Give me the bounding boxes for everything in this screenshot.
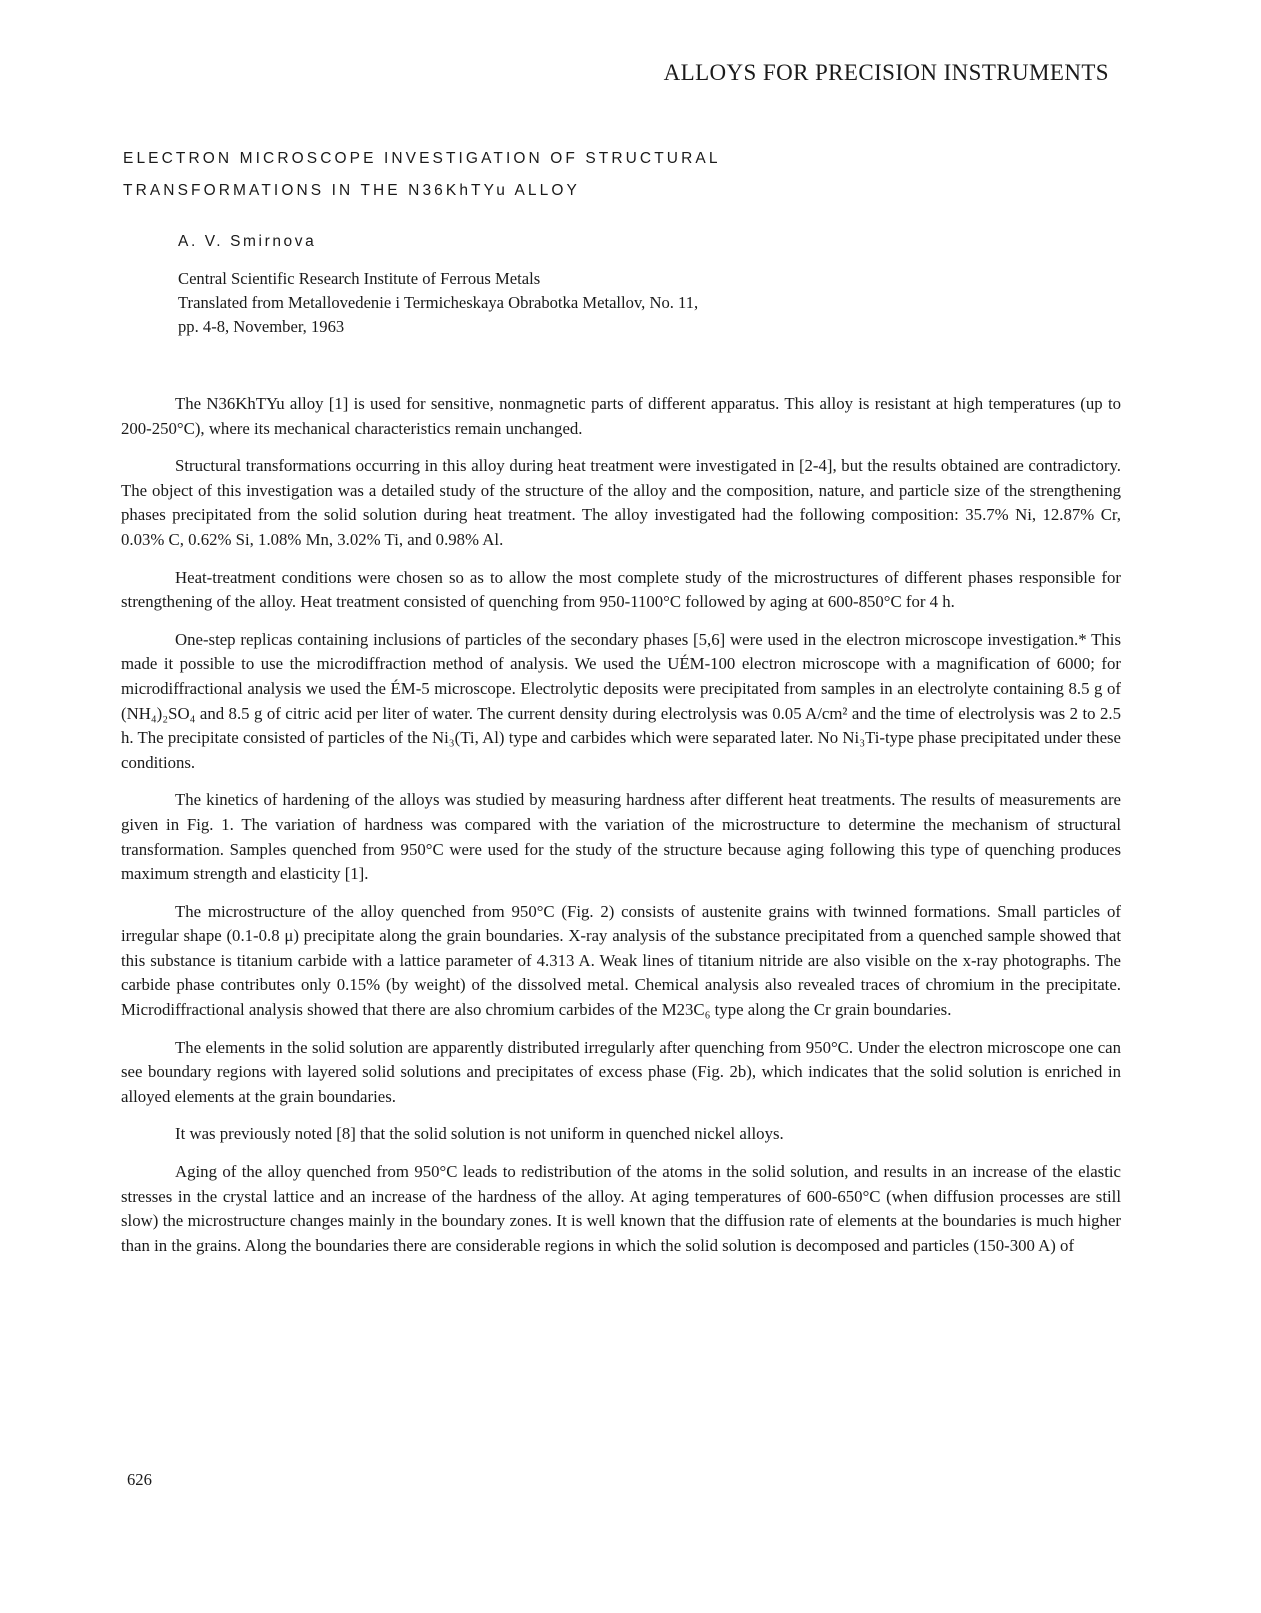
body-paragraph: Structural transformations occurring in this alloy during heat treatment were investigated in [2-4], but the results obtained are contradictory. The object of this investigation was a detailed study of the structure of the alloy and the composition, nature, and particle size of the strengthening phases precipitated from the solid solution during heat treatment. The alloy investigated had the following composition: 35.7% Ni, 12.87% Cr, 0.03% C, 0.62% Si, 1.08% Mn, 3.02% Ti, and 0.98% Al. [121, 456, 1121, 549]
article-title-line: TRANSFORMATIONS IN THE N36KhTYu ALLOY [123, 182, 580, 199]
author-name: A. V. Smirnova [178, 233, 317, 250]
body-paragraph: The elements in the solid solution are apparently distributed irregularly after quenching from 950°C. Under the electron microscope one can see boundary regions with layered solid solutions and precipitates of excess phase (Fig. 2b), which indicates that the solid solution is enriched in alloyed elements at the grain boundaries. [121, 1037, 1121, 1106]
affiliation-line: Central Scientific Research Institute of Ferrous Metals [178, 269, 541, 288]
body-paragraph: Aging of the alloy quenched from 950°C leads to redistribution of the atoms in the solid solution, and results in an increase of the elastic stresses in the crystal lattice and an increase of the hardness of the alloy. At aging temperatures of 600-650°C (when diffusion processes are still slow) the microstructure changes mainly in the boundary zones. It is well known that the diffusion rate of elements at the boundaries is much higher than in the grains. Along the boundaries there are considerable regions in which the solid solution is decomposed and particles (150-300 A) of [121, 1162, 1121, 1255]
body-paragraph: The microstructure of the alloy quenched from 950°C (Fig. 2) consists of austenite grains with twinned formations. Small particles of irregular shape (0.1-0.8 μ) precipitate along the grain boundaries. X-ray analysis of the substance precipitated from a quenched sample showed that this substance is titanium carbide with a lattice parameter of 4.313 A. Weak lines of titanium nitride are also visible on the x-ray photographs. The carbide phase contributes only 0.15% (by weight) of the dissolved metal. Chemical analysis also revealed traces of chromium in the precipitate. Microdiffractional analysis showed that there are also chromium carbides of the M23C₆ type along the Cr grain boundaries. [121, 901, 1121, 1020]
body-paragraph: The N36KhTYu alloy [1] is used for sensitive, nonmagnetic parts of different apparatus. This alloy is resistant at high temperatures (up to 200-250°C), where its mechanical characteristics remain unchanged. [121, 394, 1121, 438]
running-header: ALLOYS FOR PRECISION INSTRUMENTS [663, 60, 1109, 85]
page-number: 626 [127, 1470, 152, 1489]
article-title [123, 143, 1023, 207]
body-paragraph: The kinetics of hardening of the alloys was studied by measuring hardness after different heat treatments. The results of measurements are given in Fig. 1. The variation of hardness was compared with the variation of the microstructure to determine the mechanism of structural transformation. Samples quenched from 950°C were used for the study of the structure because aging following this type of quenching produces maximum strength and elasticity [1]. [121, 790, 1121, 884]
publication-date-line: pp. 4-8, November, 1963 [178, 317, 345, 336]
translation-source-line: Translated from Metallovedenie i Termicheskaya Obrabotka Metallov, No. 11, [178, 293, 699, 312]
body-paragraph: Heat-treatment conditions were chosen so as to allow the most complete study of the microstructures of different phases responsible for strengthening of the alloy. Heat treatment consisted of quenching from 950-1100°C followed by aging at 600-850°C for 4 h. [121, 567, 1121, 612]
body-paragraph: It was previously noted [8] that the solid solution is not uniform in quenched nickel alloys. [175, 1124, 784, 1144]
article-body [121, 392, 1121, 1271]
body-paragraph: One-step replicas containing inclusions of particles of the secondary phases [5,6] were used in the electron microscope investigation.* This made it possible to use the microdiffraction method of analysis. We used the UÉM-100 electron microscope with a magnification of 6000; for microdiffractional analysis we used the ÉM-5 microscope. Electrolytic deposits were precipitated from samples in an electrolyte containing 8.5 g of (NH₄)₂SO₄ and 8.5 g of citric acid per liter of water. The current density during electrolysis was 0.05 A/cm² and the time of electrolysis was 2 to 2.5 h. The precipitate consisted of particles of the Ni₃(Ti, Al) type and carbides which were separated later. No Ni₃Ti-type phase precipitated under these conditions. [121, 629, 1121, 772]
article-title-line: ELECTRON MICROSCOPE INVESTIGATION OF STRUCTURAL [123, 150, 721, 167]
affiliation-block [178, 267, 1078, 339]
